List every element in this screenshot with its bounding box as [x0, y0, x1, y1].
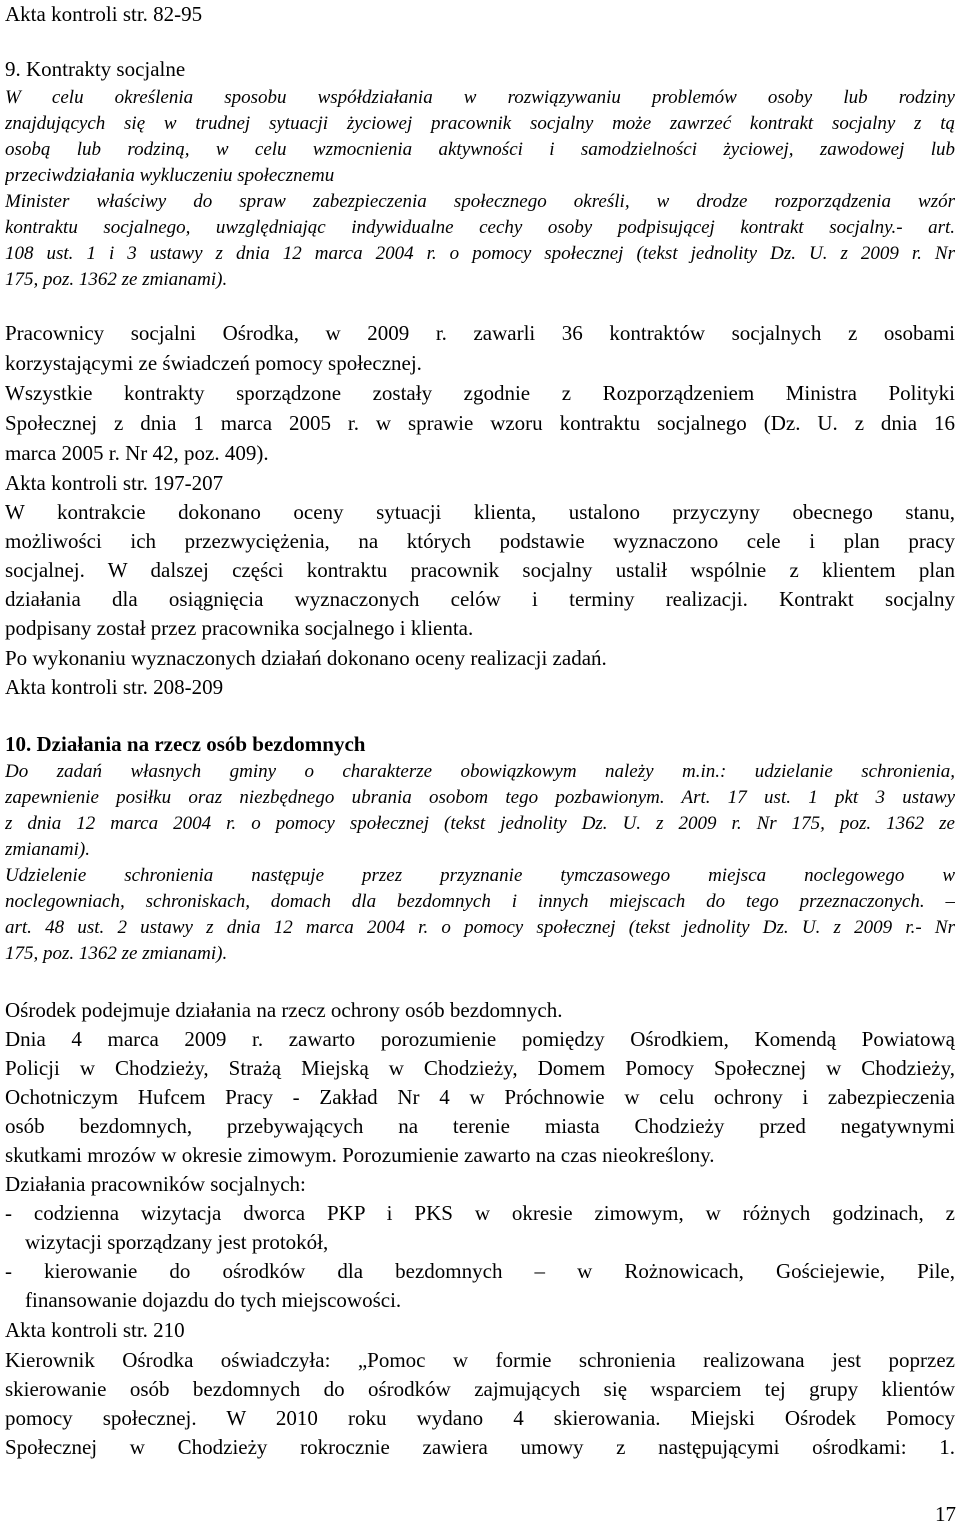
text-line: marca 2005 r. Nr 42, poz. 409). — [5, 441, 269, 465]
text-line: 175, poz. 1362 ze zmianami). — [5, 943, 228, 964]
text-line: noclegowniach, schroniskach, domach dla bezdomnych i innych miejscach do tego przeznaczonych. – — [5, 891, 955, 912]
text-line: Społecznej w Chodzieży rokrocznie zawiera umowy z następującymi ośrodkami: 1. — [5, 1435, 955, 1459]
list-item-continuation: wizytacji sporządzany jest protokół, — [25, 1230, 329, 1254]
text-line: możliwości ich przezwyciężenia, na których podstawie wyznaczono cele i plan pracy — [5, 529, 955, 553]
text-line: Dnia 4 marca 2009 r. zawarto porozumienie pomiędzy Ośrodkiem, Komendą Powiatową — [5, 1027, 955, 1051]
list-item-continuation: finansowanie dojazdu do tych miejscowości. — [25, 1288, 402, 1312]
text-line: Społecznej z dnia 1 marca 2005 r. w sprawie wzoru kontraktu socjalnego (Dz. U. z dnia 16 — [5, 411, 955, 435]
text-line: Wszystkie kontrakty sporządzone zostały zgodnie z Rozporządzeniem Ministra Polityki — [5, 381, 955, 405]
text-line: Kierownik Ośrodka oświadczyła: „Pomoc w formie schronienia realizowana jest poprzez — [5, 1348, 955, 1372]
list-item: - kierowanie do ośrodków dla bezdomnych – w Rożnowicach, Gościejewie, Pile, — [5, 1259, 955, 1283]
text-line: Akta kontroli str. 197-207 — [5, 471, 224, 495]
text-line: działania dla osiągnięcia wyznaczonych celów i terminy realizacji. Kontrakt socjalny — [5, 587, 955, 611]
text-line: W celu określenia sposobu współdziałania w rozwiązywaniu problemów osoby lub rodziny — [5, 87, 955, 108]
section-heading: 10. Działania na rzecz osób bezdomnych — [5, 732, 366, 756]
text-line: 175, poz. 1362 ze zmianami). — [5, 269, 228, 290]
text-line: osobą lub rodziną, w celu wzmocnienia aktywności i samodzielności życiowej, zawodowej lub — [5, 139, 955, 160]
text-line: kontraktu socjalnego, uwzględniając indywidualne cechy osoby podpisującej kontrakt socjalny.- art. — [5, 217, 955, 238]
text-line: pomocy społecznej. W 2010 roku wydano 4 skierowania. Miejski Ośrodek Pomocy — [5, 1406, 955, 1430]
text-line: W kontrakcie dokonano oceny sytuacji klienta, ustalono przyczyny obecnego stanu, — [5, 500, 955, 524]
text-line: 108 ust. 1 i 3 ustawy z dnia 12 marca 2004 r. o pomocy społecznej (tekst jednolity Dz. U. z 2009 r. Nr — [5, 243, 955, 264]
text-line: skutkami mrozów w okresie zimowym. Porozumienie zawarto na czas nieokreślony. — [5, 1143, 715, 1167]
text-line: korzystającymi ze świadczeń pomocy społecznej. — [5, 351, 422, 375]
text-line: z dnia 12 marca 2004 r. o pomocy społecznej (tekst jednolity Dz. U. z 2009 r. Nr 175, poz. 1362 ze — [5, 813, 955, 834]
text-line: przeciwdziałania wykluczeniu społecznemu — [5, 165, 335, 186]
text-line: Ośrodek podejmuje działania na rzecz ochrony osób bezdomnych. — [5, 998, 563, 1022]
page-number: 17 — [935, 1502, 956, 1526]
text-line: Udzielenie schronienia następuje przez przyznanie tymczasowego miejsca noclegowego w — [5, 865, 955, 886]
text-line: Akta kontroli str. 210 — [5, 1318, 185, 1342]
text-line: Działania pracowników socjalnych: — [5, 1172, 306, 1196]
text-line: Po wykonaniu wyznaczonych działań dokonano oceny realizacji zadań. — [5, 646, 607, 670]
text-line: Akta kontroli str. 82-95 — [5, 2, 203, 26]
text-line: Do zadań własnych gminy o charakterze obowiązkowym należy m.in.: udzielanie schronienia, — [5, 761, 955, 782]
text-line: Ochotniczym Hufcem Pracy - Zakład Nr 4 w Próchnowie w celu ochrony i zabezpieczenia — [5, 1085, 955, 1109]
text-line: osób bezdomnych, przebywających na terenie miasta Chodzieży przed negatywnymi — [5, 1114, 955, 1138]
text-line: zapewnienie posiłku oraz niezbędnego ubrania osobom tego pozbawionym. Art. 17 ust. 1 pkt 3 ustawy — [5, 787, 955, 808]
text-line: Policji w Chodzieży, Strażą Miejską w Chodzieży, Domem Pomocy Społecznej w Chodzieży, — [5, 1056, 955, 1080]
section-heading: 9. Kontrakty socjalne — [5, 57, 186, 81]
text-line: skierowanie osób bezdomnych do ośrodków zajmujących się wsparciem tej grupy klientów — [5, 1377, 955, 1401]
text-line: podpisany został przez pracownika socjalnego i klienta. — [5, 616, 474, 640]
text-line: znajdujących się w trudnej sytuacji życiowej pracownik socjalny może zawrzeć kontrakt socjalny z tą — [5, 113, 955, 134]
text-line: socjalnej. W dalszej części kontraktu pracownik socjalny ustalił wspólnie z klientem plan — [5, 558, 955, 582]
text-line: Akta kontroli str. 208-209 — [5, 675, 224, 699]
list-item: - codzienna wizytacja dworca PKP i PKS w okresie zimowym, w różnych godzinach, z — [5, 1201, 955, 1225]
text-line: Minister właściwy do spraw zabezpieczenia społecznego określi, w drodze rozporządzenia wzór — [5, 191, 955, 212]
text-line: zmianami). — [5, 839, 90, 860]
text-line: art. 48 ust. 2 ustawy z dnia 12 marca 2004 r. o pomocy społecznej (tekst jednolity Dz. U. z 2009 r.- Nr — [5, 917, 955, 938]
text-line: Pracownicy socjalni Ośrodka, w 2009 r. zawarli 36 kontraktów socjalnych z osobami — [5, 321, 955, 345]
